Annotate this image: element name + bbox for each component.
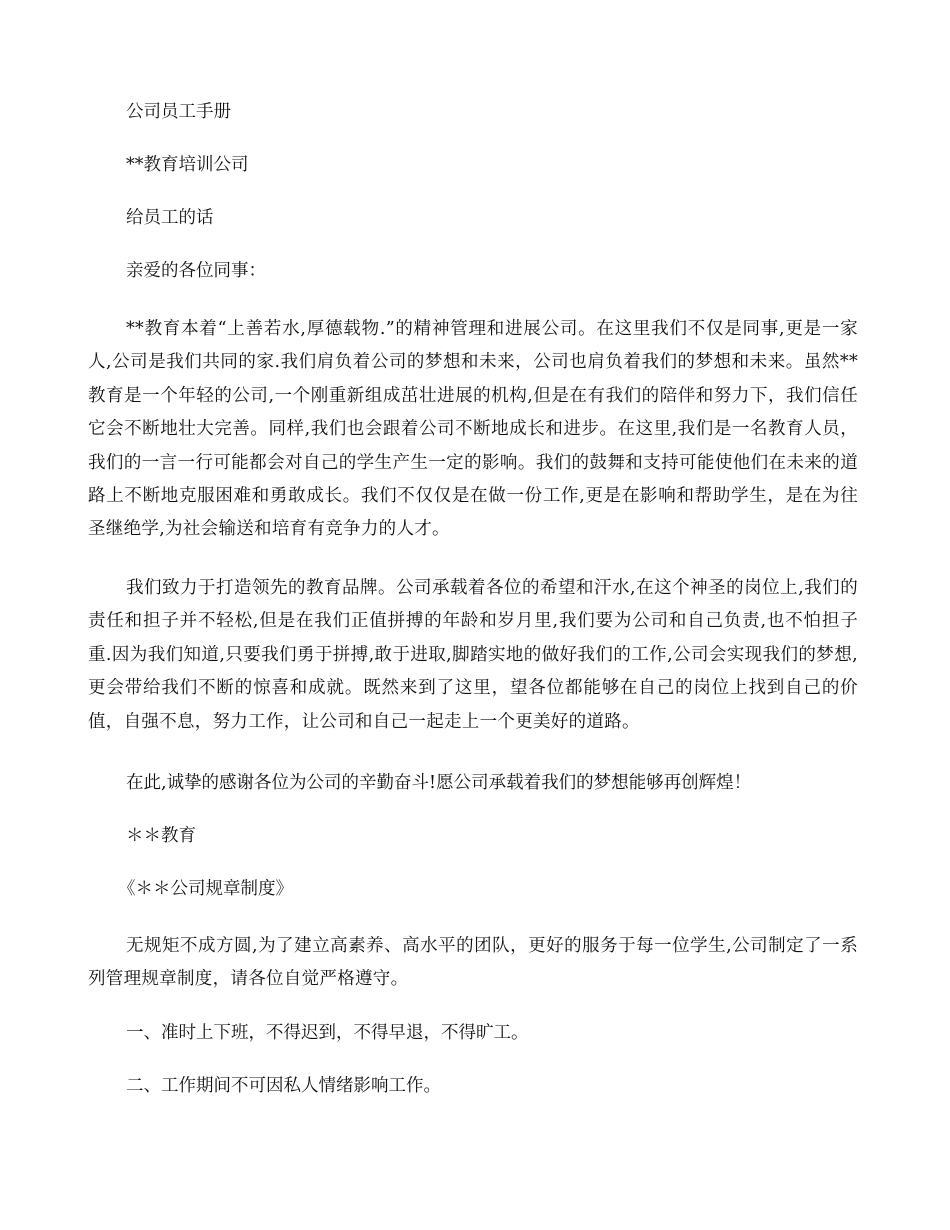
rule-item: 一、准时上下班，不得迟到，不得早退，不得旷工。 xyxy=(126,1023,529,1043)
intro-paragraph-1: **教育本着“上善若水,厚德载物.”的精神管理和进展公司。在这里我们不仅是同事,更是一家人,公司是我们共同的家.我们肩负着公司的梦想和未来，公司也肩负着我们的梦想和未来。虽然**教育是一个年轻的公司,一个刚重新组成茁壮进展的机构,但是在有我们的陪伴和努力下，我们信任它会不断地壮大完善。同样,我们也会跟着公司不断地成长和进步。在这里,我们是一名教育人员，我们的一言一行可能都会对自己的学生产生一定的影响。我们的鼓舞和支持可能使他们在未来的道路上不断地克服困难和勇敢成长。我们不仅仅是在做一份工作,更是在影响和帮助学生，是在为往圣继绝学,为社会输送和培育有竞争力的人才。 xyxy=(88,319,858,540)
thanks-line: 在此,诚挚的感谢各位为公司的辛勤奋斗!愿公司承载着我们的梦想能够再创辉煌！ xyxy=(126,773,752,793)
greeting: 亲爱的各位同事： xyxy=(126,261,266,281)
intro-paragraph-2: 我们致力于打造领先的教育品牌。公司承载着各位的希望和汗水,在这个神圣的岗位上,我们的责任和担子并不轻松,但是在我们正值拼搏的年龄和岁月里,我们要为公司和自己负责,也不怕担子重.因为我们知道,只要我们勇于拼搏,敢于进取,脚踏实地的做好我们的工作,公司会实现我们的梦想,更会带给我们不断的惊喜和成就。既然来到了这里，望各位都能够在自己的岗位上找到自己的价值，自强不息，努力工作，让公司和自己一起走上一个更美好的道路。 xyxy=(88,578,858,732)
signature: ＊＊教育 xyxy=(126,826,196,846)
rules-title: 《＊＊公司规章制度》 xyxy=(118,879,293,899)
rules-intro: 无规矩不成方圆,为了建立高素养、高水平的团队，更好的服务于每一位学生,公司制定了一系列管理规章制度，请各位自觉严格遵守。 xyxy=(88,936,858,990)
handbook-title: 公司员工手册 xyxy=(126,102,231,122)
section-heading: 给员工的话 xyxy=(126,208,214,228)
company-name: **教育培训公司 xyxy=(126,155,249,175)
rule-item: 二、工作期间不可因私人情绪影响工作。 xyxy=(126,1076,441,1096)
